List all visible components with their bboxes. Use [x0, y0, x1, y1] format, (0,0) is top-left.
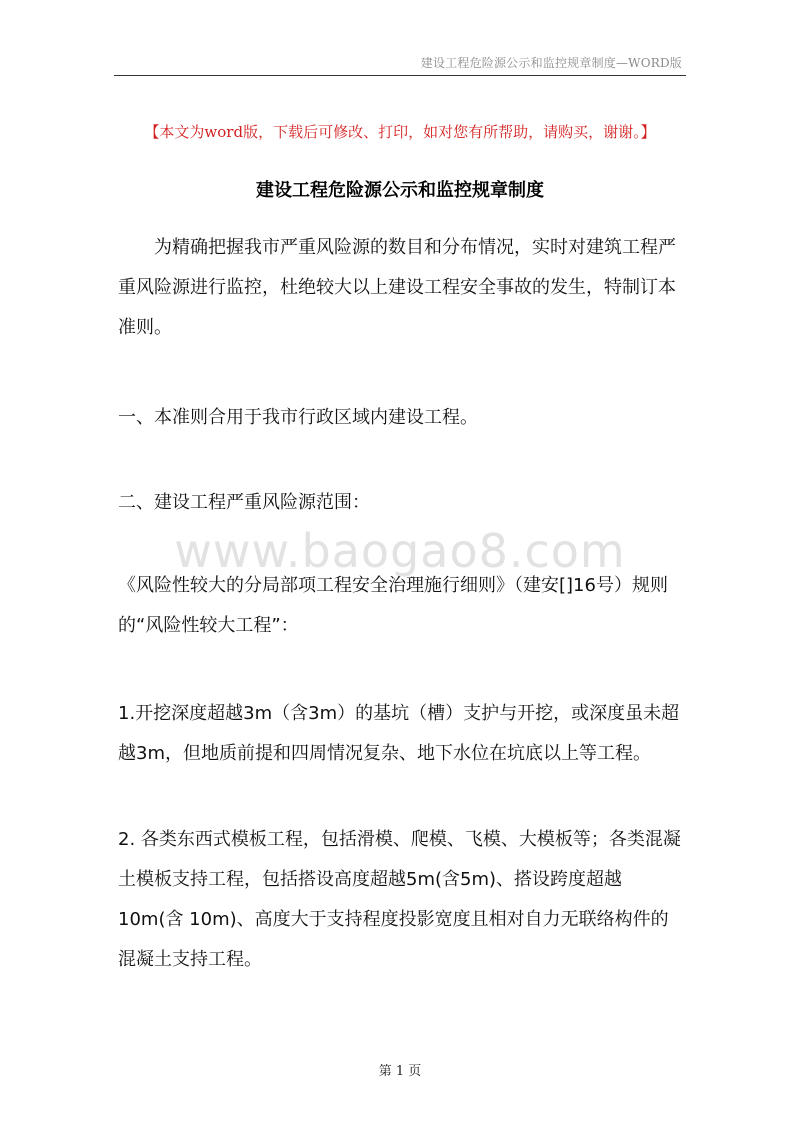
header-divider	[114, 75, 686, 76]
paragraph-scope: 一、本准则合用于我市行政区域内建设工程。	[118, 407, 478, 428]
paragraph-item-1: 1.开挖深度超越3m（含3m）的基坑（槽）支护与开挖，或深度虽未超越3m，但地质前提和四周情况复杂、地下水位在坑底以上等工程。	[118, 703, 680, 764]
header-title: 建设工程危险源公示和监控规章制度—WORD版	[420, 56, 682, 70]
paragraph-range-heading: 二、建设工程严重风险源范围：	[118, 492, 370, 513]
paragraph-intro: 为精确把握我市严重风险源的数目和分布情况，实时对建筑工程严重风险源进行监控，杜绝较大以上建设工程安全事故的发生，特制订本准则。	[118, 237, 676, 338]
page-number: 第 1 页	[378, 1064, 422, 1079]
watermark: www.baogao8.com	[174, 524, 626, 578]
paragraph-reference: 《风险性较大的分局部项工程安全治理施行细则》（建安[]16号）规则的“风险性较大工程”：	[118, 575, 668, 636]
document-title: 建设工程危险源公示和监控规章制度	[256, 180, 544, 201]
paragraph-item-2: 2. 各类东西式模板工程，包括滑模、爬模、飞模、大模板等；各类混凝土模板支持工程，包括搭设高度超越5m(含5m)、搭设跨度超越10m(含 10m)、高度大于支持程度投影宽度且相对自力无联络构件的混凝土支持工程。	[118, 829, 681, 970]
purchase-notice: 【本文为word版，下载后可修改、打印，如对您有所帮助，请购买，谢谢。】	[144, 123, 656, 141]
